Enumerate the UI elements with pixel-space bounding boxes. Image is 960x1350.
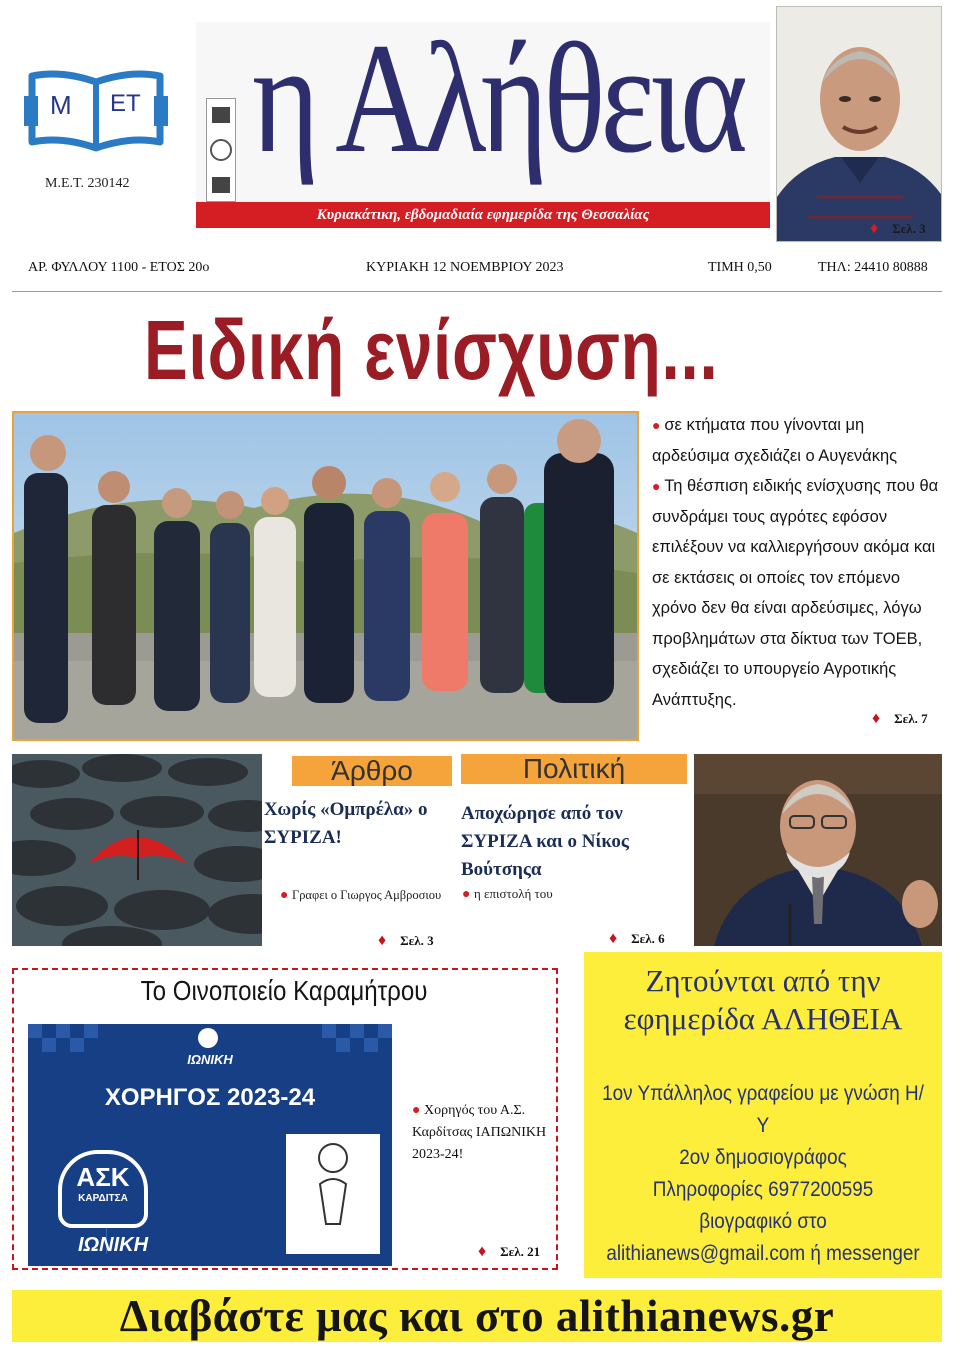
section-tab-politiki: Πολιτική <box>461 754 687 784</box>
logo-letter-left: Μ <box>50 90 72 120</box>
met-code: Μ.Ε.Τ. 230142 <box>45 176 130 191</box>
logo-letters-right: ΕΤ <box>110 90 141 117</box>
main-story-photo <box>12 411 639 741</box>
arthro-byline <box>280 884 450 907</box>
website-footer[interactable]: Διαβάστε μας και στο alithianews.gr <box>12 1290 942 1342</box>
portrait-page-ref <box>870 220 926 238</box>
masthead-title: η Αλήθεια <box>252 11 743 186</box>
job-ad-line-2: 2ον δημοσιογράφος <box>679 1146 847 1169</box>
met-logo <box>22 68 170 160</box>
club-badge-city: ΚΑΡΔΙΤΣΑ <box>78 1193 128 1204</box>
arthro-title: Χωρίς «Ομπρέλα» ο ΣΥΡΙΖΑ! <box>264 799 428 848</box>
diamond-icon: ♦ <box>870 220 879 237</box>
main-story-bullet-1-text: σε κτήματα που γίνονται μη αρδεύσιμα σχεδιάζει ο Αυγενάκης <box>652 416 898 465</box>
issue-info-row <box>28 260 942 280</box>
bullet-dot-icon: ● <box>280 888 292 903</box>
main-story-page-ref <box>872 710 928 728</box>
club-badge <box>58 1150 148 1228</box>
bullet-dot-icon: ● <box>652 478 665 494</box>
divider <box>12 291 942 292</box>
main-story-bullet-2 <box>652 471 942 715</box>
politician-photo <box>694 754 942 946</box>
umbrella-image <box>12 754 262 946</box>
politiki-subline-text: η επιστολή του <box>473 886 553 901</box>
job-ad-line-3: Πληροφορίες 6977200595 <box>652 1178 874 1201</box>
diamond-icon: ♦ <box>609 930 618 947</box>
issue-price: ΤΙΜΗ 0,50 <box>708 260 772 275</box>
sponsor-banner <box>28 1024 392 1266</box>
ad-page-ref <box>478 1243 540 1261</box>
main-story-bullet-1 <box>652 410 942 471</box>
portrait-page-ref-text: Σελ. 3 <box>892 221 926 236</box>
bullet-dot-icon: ● <box>652 417 665 433</box>
job-ad-line-1: 1ον Υπάλληλος γραφείου με γνώση Η/Υ <box>602 1082 924 1137</box>
issue-date: ΚΥΡΙΑΚΗ 12 ΝΟΕΜΒΡΙΟΥ 2023 <box>366 260 564 275</box>
job-ad-email[interactable]: alithianews@gmail.com ή messenger <box>606 1242 920 1265</box>
columnist-portrait <box>776 6 942 242</box>
main-story-text <box>652 410 942 715</box>
politiki-page-ref <box>609 930 665 948</box>
section-tab-arthro: Άρθρο <box>292 756 452 786</box>
issue-number: ΑΡ. ΦΥΛΛΟΥ 1100 - ΕΤΟΣ 20ο <box>28 260 210 275</box>
sponsor-brand-top: ΙΩΝΙΚΗ <box>187 1052 233 1067</box>
sponsor-brand-bottom: ΙΩΝΙΚΗ <box>77 1234 149 1256</box>
job-ad-details <box>602 1078 924 1270</box>
main-story-bullet-2-text: Τη θέσπιση ειδικής ενίσχυσης που θα συνδράμει τους αγρότες εφόσον επιλέξουν να καλλιεργήσουν ακόμα και σε εκτάσεις οι οποίες τον επόμενο χρόνο δεν θα είναι αρδεύσιμες, λόγω προβλημάτων στα δίκτυα των ΤΟΕΒ, σχεδιάζει το υπουργείο Αγροτικής Ανάπτυξης. <box>652 477 939 709</box>
diamond-icon: ♦ <box>478 1243 487 1260</box>
bullet-dot-icon: ● <box>462 887 474 902</box>
job-ad-title: Ζητούνται από την εφημερίδα ΑΛΗΘΕΙΑ <box>623 963 903 1036</box>
job-ad-line-4: βιογραφικό στο <box>699 1210 827 1233</box>
politiki-title: Αποχώρησε από τον ΣΥΡΙΖΑ και ο Νίκος Βούτσηςα <box>461 803 629 880</box>
arthro-byline-text: Γραφει ο Γιωργος Αμβροσιου <box>291 888 442 902</box>
diamond-icon: ♦ <box>872 710 881 727</box>
arthro-page-ref <box>378 932 434 950</box>
arthro-page-ref-text: Σελ. 3 <box>400 933 434 948</box>
club-badge-letters: ΑΣΚ <box>76 1162 130 1192</box>
sponsor-caption <box>412 1100 562 1166</box>
masthead-subtitle: Κυριακάτικη, εβδομαδιαία εφημερίδα της Θεσσαλίας <box>196 202 770 228</box>
contact-phone: ΤΗΛ: 24410 80888 <box>818 260 928 275</box>
politiki-page-ref-text: Σελ. 6 <box>631 931 665 946</box>
bullet-dot-icon: ● <box>412 1103 424 1118</box>
politiki-subline <box>462 886 682 903</box>
main-headline: Ειδική ενίσχυση... <box>144 303 719 397</box>
sponsor-heading: ΧΟΡΗΓΟΣ 2023-24 <box>104 1084 316 1111</box>
publisher-stamp <box>206 98 236 202</box>
ad-page-ref-text: Σελ. 21 <box>500 1244 541 1259</box>
winery-ad-title: Το Οινοποιείο Καραμήτρου <box>140 975 428 1006</box>
diamond-icon: ♦ <box>378 932 387 949</box>
main-story-page-ref-text: Σελ. 7 <box>894 711 928 726</box>
sponsor-caption-text: Χορηγός του Α.Σ. Καρδίτσας ΙΑΠΩΝΙΚΗ 2023-24! <box>412 1103 547 1162</box>
